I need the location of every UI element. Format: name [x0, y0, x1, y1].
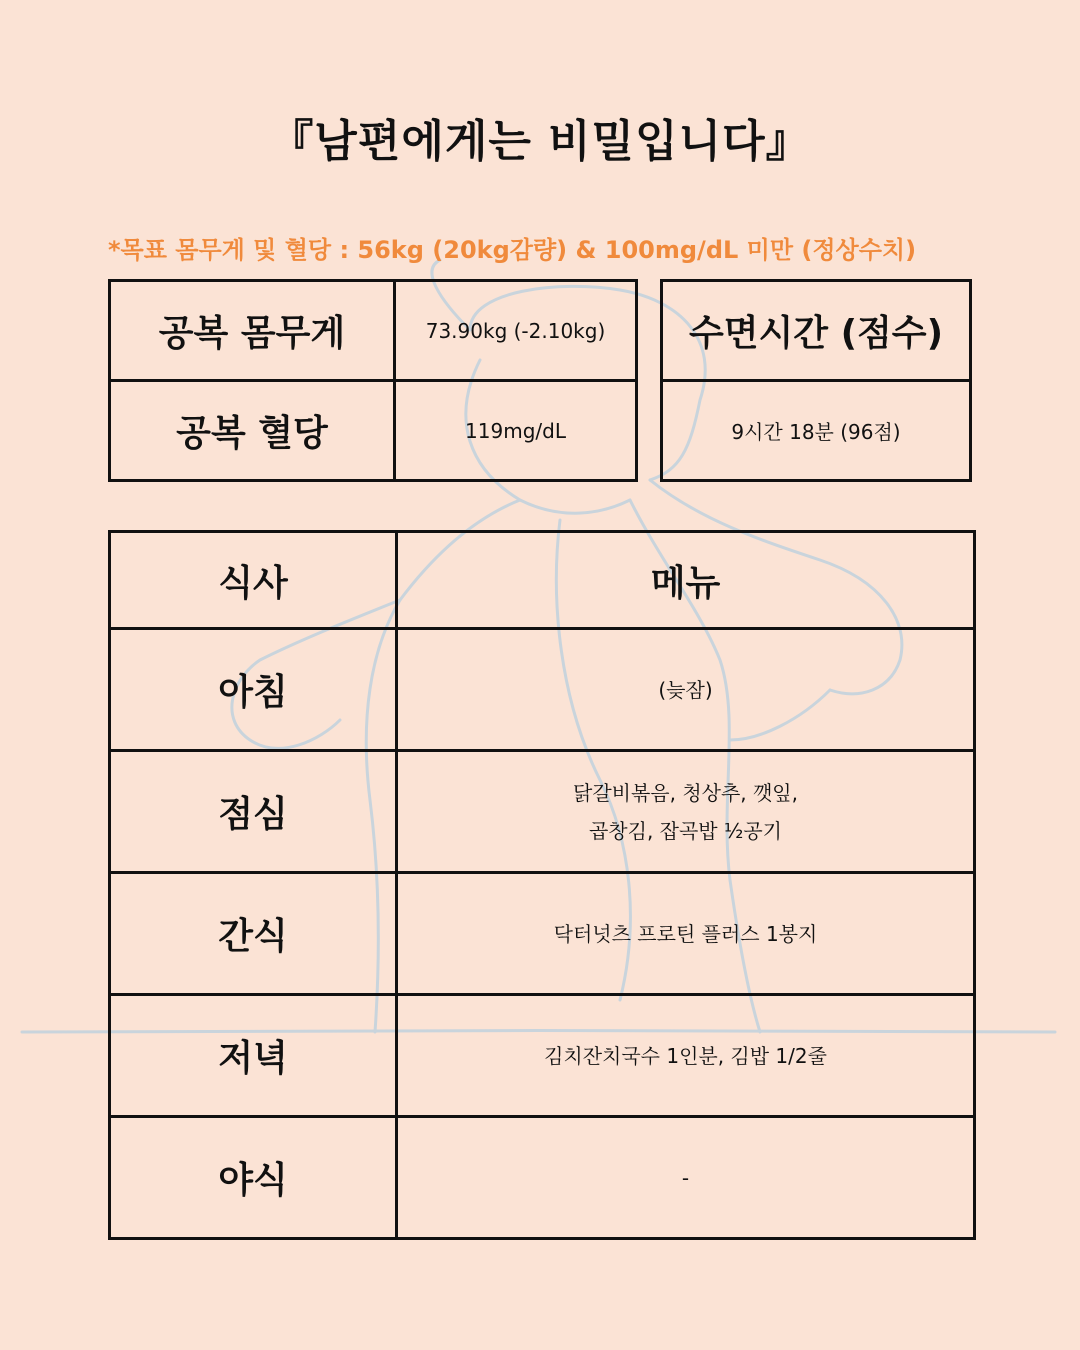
menu-line: 김치잔치국수 1인분, 김밥 1/2줄 [544, 1043, 827, 1068]
meal-label-late-night: 야식 [110, 1117, 397, 1239]
meal-label-dinner: 저녁 [110, 995, 397, 1117]
glucose-label: 공복 혈당 [110, 381, 395, 481]
fasting-stats-table [108, 279, 638, 482]
goal-text: *목표 몸무게 및 혈당 : 56kg (20kg감량) & 100mg/dL 미만 (정상수치) [108, 236, 917, 264]
glucose-value: 119mg/dL [395, 381, 637, 481]
menu-line: (늦잠) [658, 677, 713, 702]
menu-line: 닥터넛츠 프로틴 플러스 1봉지 [553, 921, 818, 946]
sleep-table [660, 279, 972, 482]
table-row [110, 995, 975, 1117]
table-row [110, 751, 975, 873]
menu-dinner [397, 995, 975, 1117]
meal-label-breakfast: 아침 [110, 629, 397, 751]
menu-lunch [397, 751, 975, 873]
glucose-row [110, 381, 637, 481]
sleep-value: 9시간 18분 (96점) [662, 381, 971, 481]
weight-label: 공복 몸무게 [110, 281, 395, 381]
table-row [110, 629, 975, 751]
meal-table [108, 530, 976, 1240]
table-row [110, 873, 975, 995]
table-row [110, 1117, 975, 1239]
menu-late-night [397, 1117, 975, 1239]
page-title: 『남편에게는 비밀입니다』 [269, 116, 811, 167]
meal-label-lunch: 점심 [110, 751, 397, 873]
menu-line: 곱창김, 잡곡밥 ½공기 [588, 818, 783, 843]
header-meal: 식사 [110, 532, 397, 629]
menu-line: 닭갈비볶음, 청상추, 깻잎, [573, 780, 798, 805]
meal-table-header [110, 532, 975, 629]
weight-row [110, 281, 637, 381]
menu-breakfast [397, 629, 975, 751]
meal-label-snack: 간식 [110, 873, 397, 995]
header-menu: 메뉴 [397, 532, 975, 629]
weight-value: 73.90kg (-2.10kg) [395, 281, 637, 381]
sleep-label-row [662, 281, 971, 381]
menu-line: - [681, 1165, 690, 1190]
menu-snack [397, 873, 975, 995]
sleep-value-row [662, 381, 971, 481]
sleep-label: 수면시간 (점수) [662, 281, 971, 381]
